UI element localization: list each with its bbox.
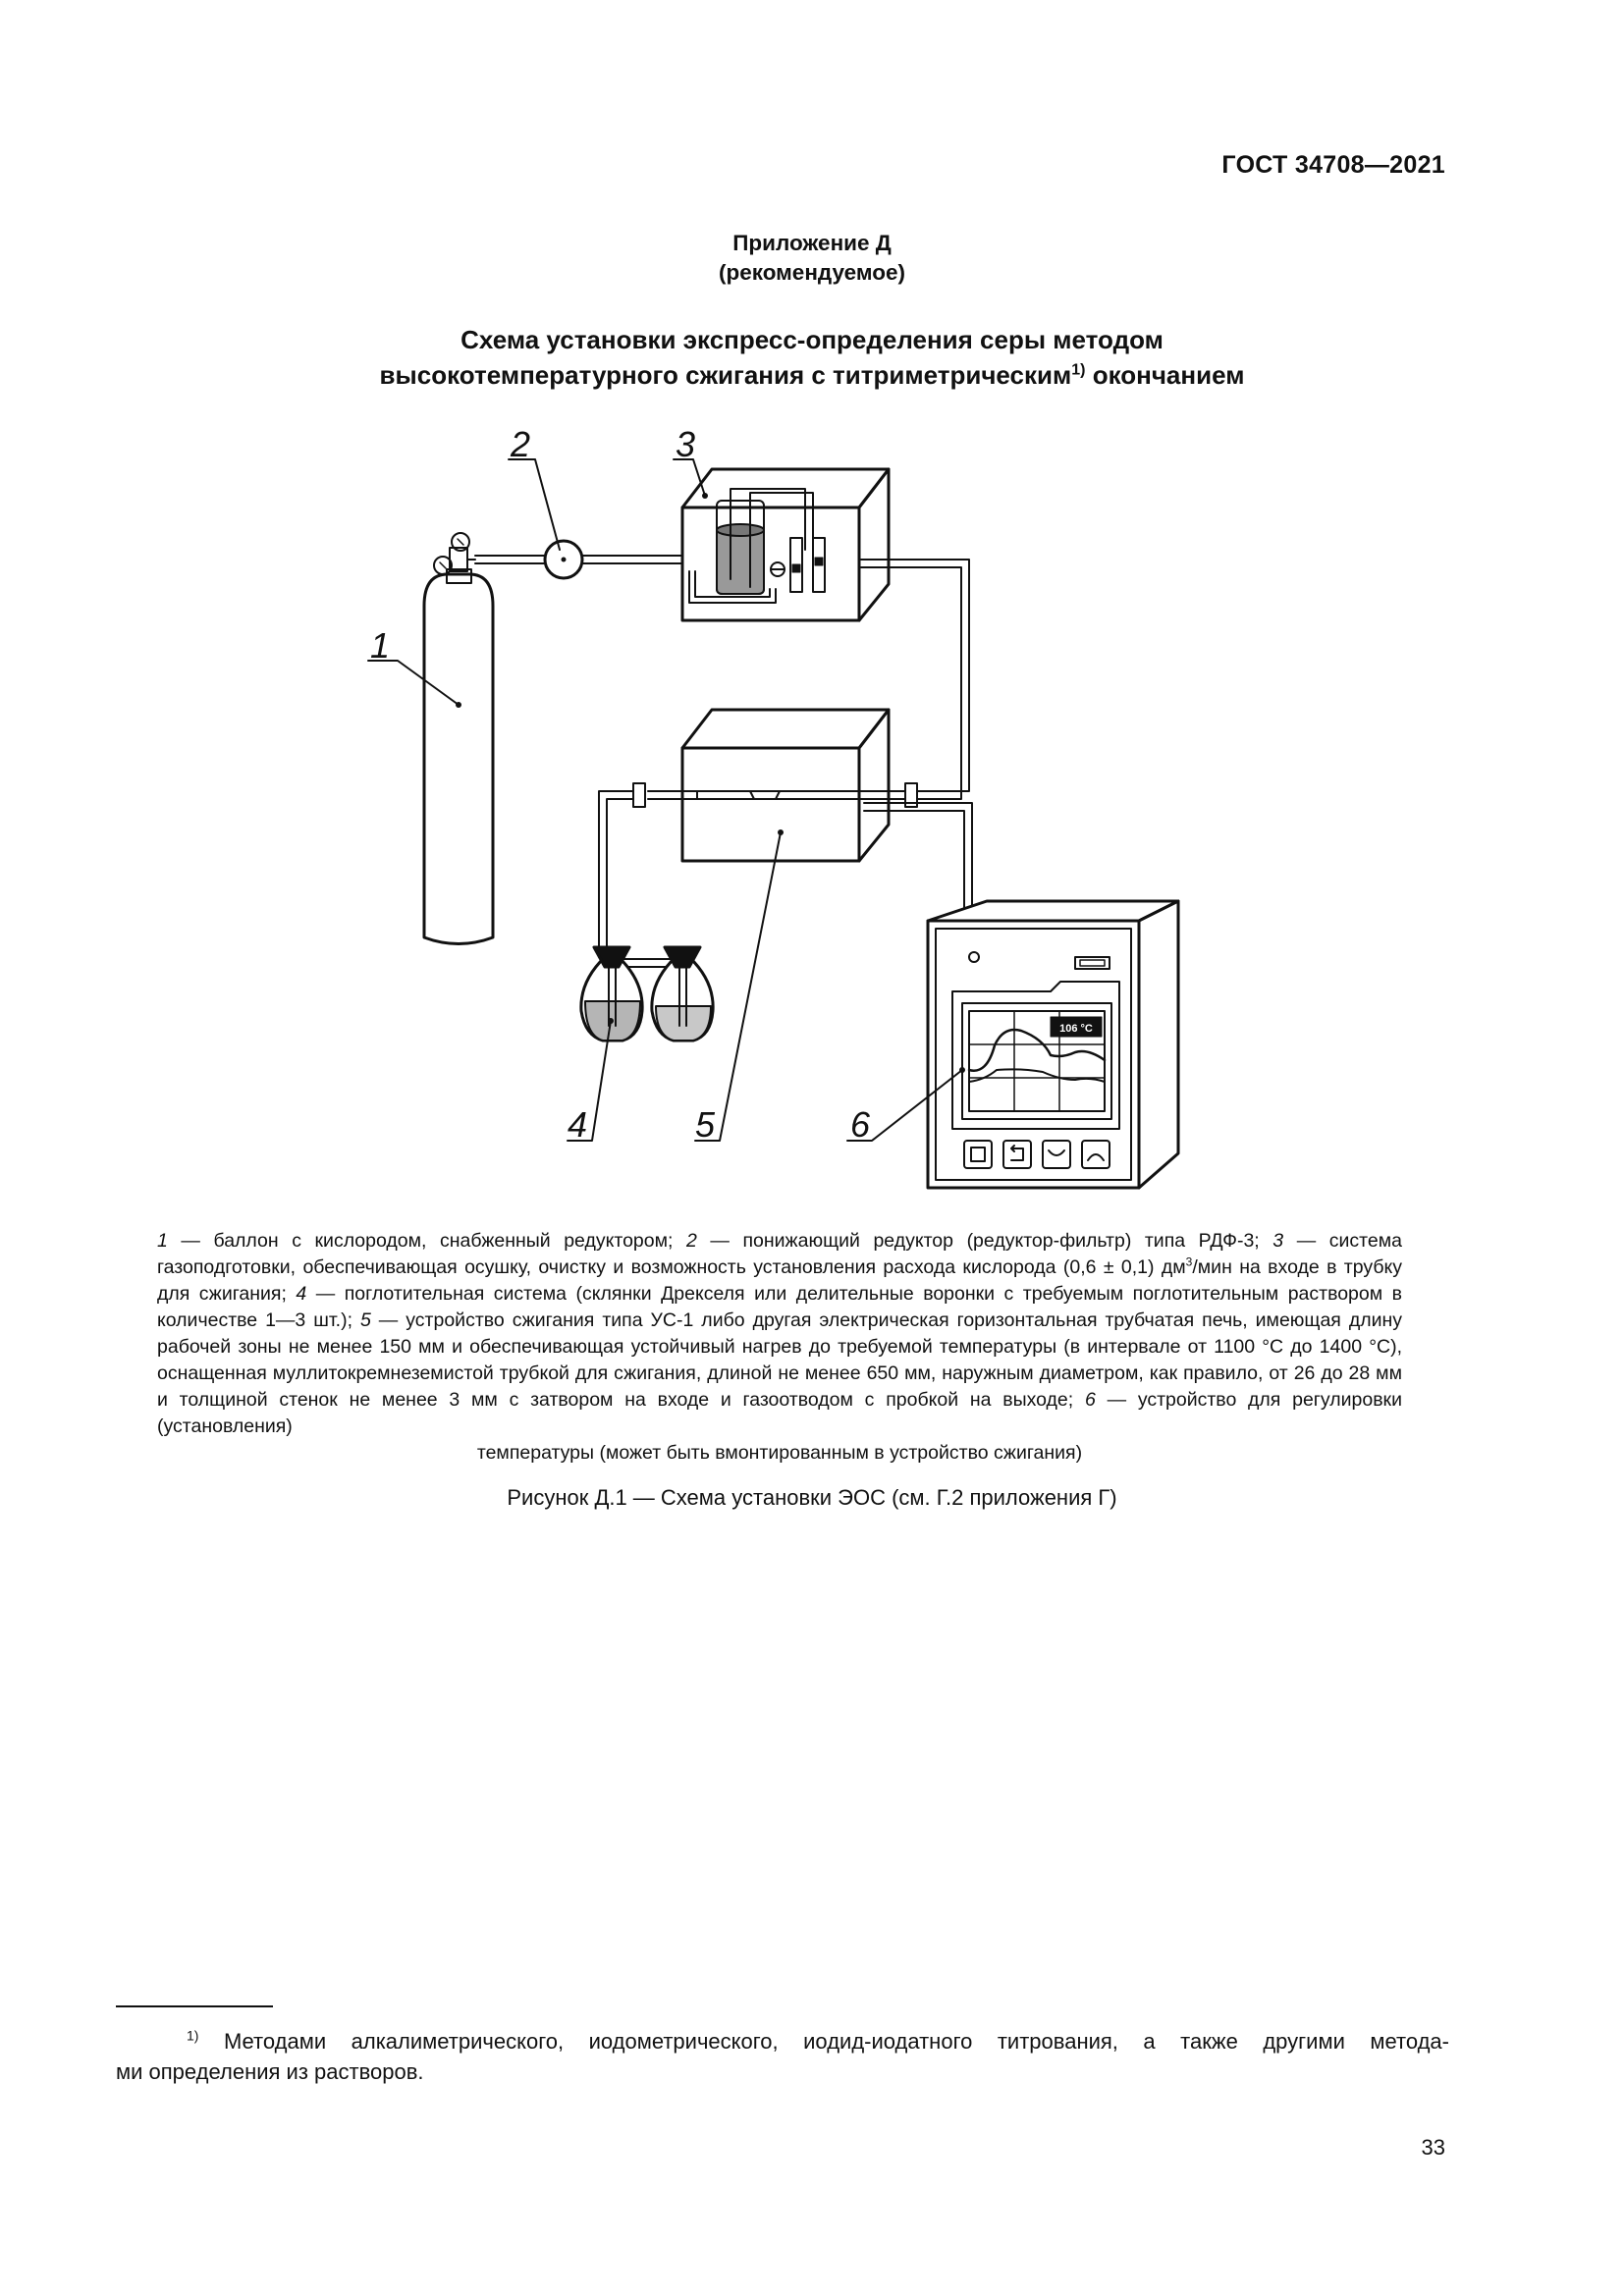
footnote-text: Методами алкалиметрического, иодометрического, иодид-иодатного титрования, а также другими метода- (198, 2029, 1449, 2054)
title-line2-text: высокотемпературного сжигания с титриметрическим (379, 360, 1072, 390)
appendix-label: Приложение Д (732, 231, 892, 255)
legend-text: /мин на входе в трубку для сжигания; (157, 1256, 1402, 1305)
label-furnace: 5 (695, 1104, 716, 1145)
legend-text: — устройство для регулировки (установления) (157, 1389, 1402, 1437)
document-number: ГОСТ 34708—2021 (1221, 151, 1445, 179)
appendix-status: (рекомендуемое) (719, 260, 905, 285)
scheme-title-line1: Схема установки экспресс-определения серы методом (460, 325, 1164, 354)
legend-sup: 3 (1185, 1255, 1193, 1269)
footnote-divider (116, 2005, 273, 2007)
absorption-vessels (581, 947, 713, 1041)
legend-text: — понижающий редуктор (редуктор-фильтр) типа РДФ-3; (696, 1230, 1273, 1252)
footnote-line1 (116, 2026, 1449, 2056)
appendix-heading (0, 229, 1624, 288)
legend-body (157, 1228, 1402, 1440)
title-footnote-mark: 1) (1071, 361, 1086, 379)
legend-text: — система газоподготовки, обеспечивающая осушку, очистку и возможность установления расхода кислорода (0,6 ± 0,1) дм (157, 1230, 1402, 1278)
legend-num: 1 (157, 1230, 168, 1252)
gas-preparation-unit (682, 469, 889, 620)
scheme-title (0, 322, 1624, 393)
label-cylinder: 1 (370, 625, 391, 666)
figure-legend (157, 1228, 1402, 1467)
legend-text: — поглотительная система (склянки Дрекселя или делительные воронки с требуемым поглотительным раствором в количестве 1—3 шт.); (157, 1283, 1402, 1331)
display-readout: 106 °C (1059, 1023, 1093, 1035)
title-line2-end: окончанием (1085, 360, 1245, 390)
legend-text: — устройство сжигания типа УС-1 либо другая электрическая горизонтальная трубчатая печь, имеющая длину рабочей зоны не менее 150 мм и обеспечивающая устойчивый нагрев до требуемой температуры (в интервале от 1100 °С до 1400 °С), оснащенная муллитокремнеземистой трубкой для сжигания, длиной не менее 650 мм, наружным диаметром, как правило, от 26 до 28 мм и толщиной стенок не менее 3 мм с затвором на входе и газоотводом с пробкой на выходе; (157, 1309, 1403, 1411)
absorber-line (599, 791, 685, 967)
label-reducer: 2 (511, 424, 531, 464)
legend-last-line: температуры (может быть вмонтированным в устройство сжигания) (476, 1442, 1083, 1464)
label-gas-unit: 3 (676, 424, 696, 464)
footnote-mark: 1) (187, 2027, 199, 2044)
legend-num: 4 (296, 1283, 307, 1305)
legend-num: 5 (359, 1309, 371, 1331)
scheme-title-line2 (0, 357, 1624, 393)
label-controller: 6 (850, 1104, 871, 1145)
legend-num: 2 (686, 1230, 697, 1252)
footnote-line2: ми определения из растворов. (116, 2059, 424, 2084)
oxygen-cylinder (424, 533, 493, 944)
legend-text: — баллон с кислородом, снабженный редуктором; (167, 1230, 686, 1252)
legend-num: 3 (1272, 1230, 1284, 1252)
legend-num: 6 (1084, 1389, 1096, 1411)
installation-diagram (0, 393, 1624, 1207)
page-number: 33 (1421, 2135, 1445, 2160)
label-absorbers: 4 (568, 1104, 588, 1145)
temperature-controller (928, 901, 1178, 1188)
combustion-furnace (633, 710, 917, 861)
footnote (116, 2026, 1449, 2087)
figure-caption: Рисунок Д.1 — Схема установки ЭОС (см. Г.2 приложения Г) (507, 1485, 1117, 1510)
